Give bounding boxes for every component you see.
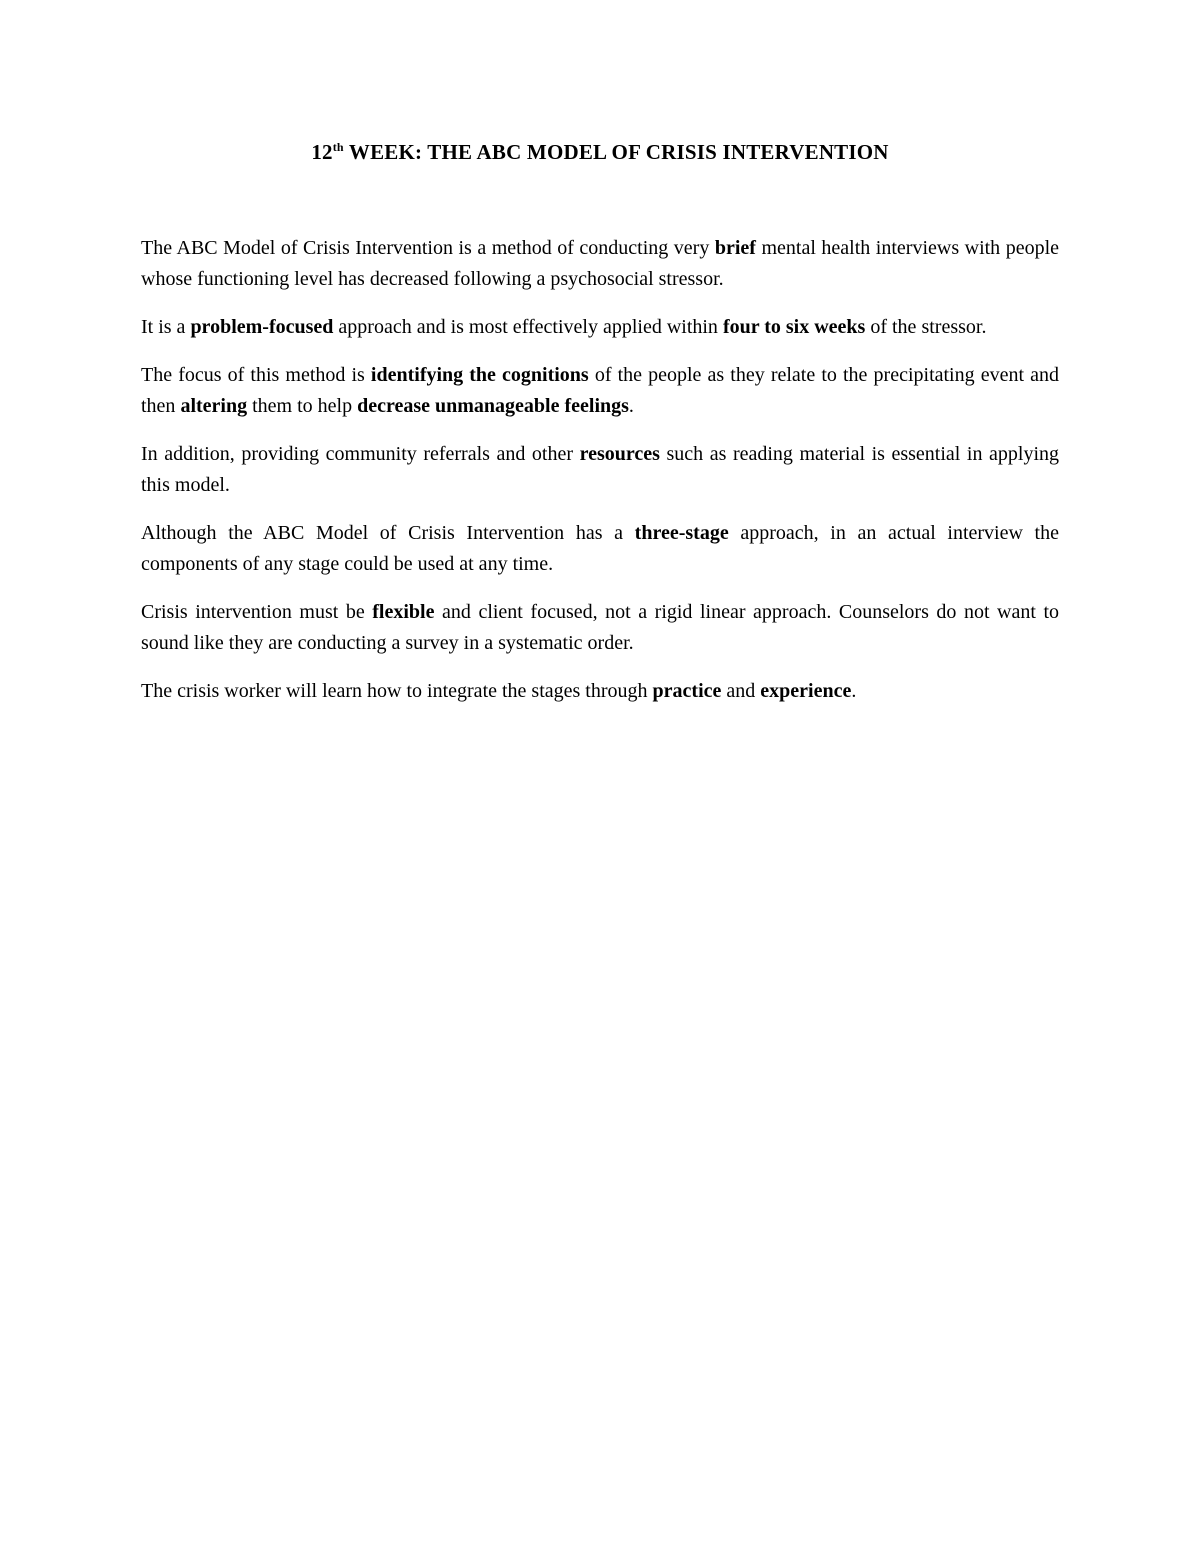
paragraph-6 <box>141 597 1059 659</box>
paragraph-text: The focus of this method is <box>141 364 371 386</box>
emphasis-text: flexible <box>372 601 435 623</box>
paragraph-7 <box>141 676 1059 707</box>
paragraph-text: of the people as they relate to the precipitating event and then <box>141 364 1060 417</box>
paragraph-text: . <box>628 395 634 417</box>
emphasis-text: altering <box>180 395 248 417</box>
title-number: 12 <box>311 140 333 164</box>
paragraph-text: Crisis intervention must be <box>141 601 373 623</box>
emphasis-text: problem-focused <box>190 316 334 338</box>
paragraph-text: approach and is most effectively applied within <box>333 316 723 338</box>
paragraph-text: The crisis worker will learn how to integrate the stages through <box>141 680 653 702</box>
paragraph-3 <box>141 360 1059 422</box>
emphasis-text: experience <box>760 680 852 702</box>
paragraph-text: of the stressor. <box>865 316 987 338</box>
emphasis-text: three-stage <box>634 522 729 544</box>
paragraph-text: mental health interviews with people whose functioning level has decreased following a psychosocial stressor. <box>141 237 1060 290</box>
title-superscript: th <box>332 140 344 154</box>
paragraph-text: and client focused, not a rigid linear approach. Counselors do not want to sound like they are conducting a survey in a systematic order. <box>141 601 1060 654</box>
paragraph-text: and <box>721 680 761 702</box>
paragraph-text: In addition, providing community referrals and other <box>141 443 580 465</box>
paragraph-text: It is a <box>141 316 191 338</box>
paragraph-text: such as reading material is essential in applying this model. <box>141 443 1059 496</box>
page-title <box>0 140 1200 165</box>
emphasis-text: resources <box>579 443 660 465</box>
emphasis-text: decrease unmanageable feelings <box>357 395 629 417</box>
emphasis-text: four to six weeks <box>722 316 866 338</box>
paragraph-4 <box>141 439 1059 501</box>
paragraph-text: Although the ABC Model of Crisis Intervention has a <box>141 522 635 544</box>
emphasis-text: practice <box>652 680 722 702</box>
paragraph-text: approach, in an actual interview the components of any stage could be used at any time. <box>141 522 1059 575</box>
emphasis-text: brief <box>714 237 756 259</box>
paragraph-5 <box>141 518 1059 580</box>
paragraph-text: . <box>851 680 857 702</box>
title-text: WEEK: THE ABC MODEL OF CRISIS INTERVENTION <box>343 140 889 164</box>
paragraph-text: them to help <box>247 395 358 417</box>
paragraph-text: The ABC Model of Crisis Intervention is a method of conducting very <box>141 237 715 259</box>
paragraph-1 <box>141 233 1059 295</box>
emphasis-text: identifying the cognitions <box>370 364 589 386</box>
paragraph-2 <box>141 312 1059 343</box>
document-body <box>141 233 1059 724</box>
